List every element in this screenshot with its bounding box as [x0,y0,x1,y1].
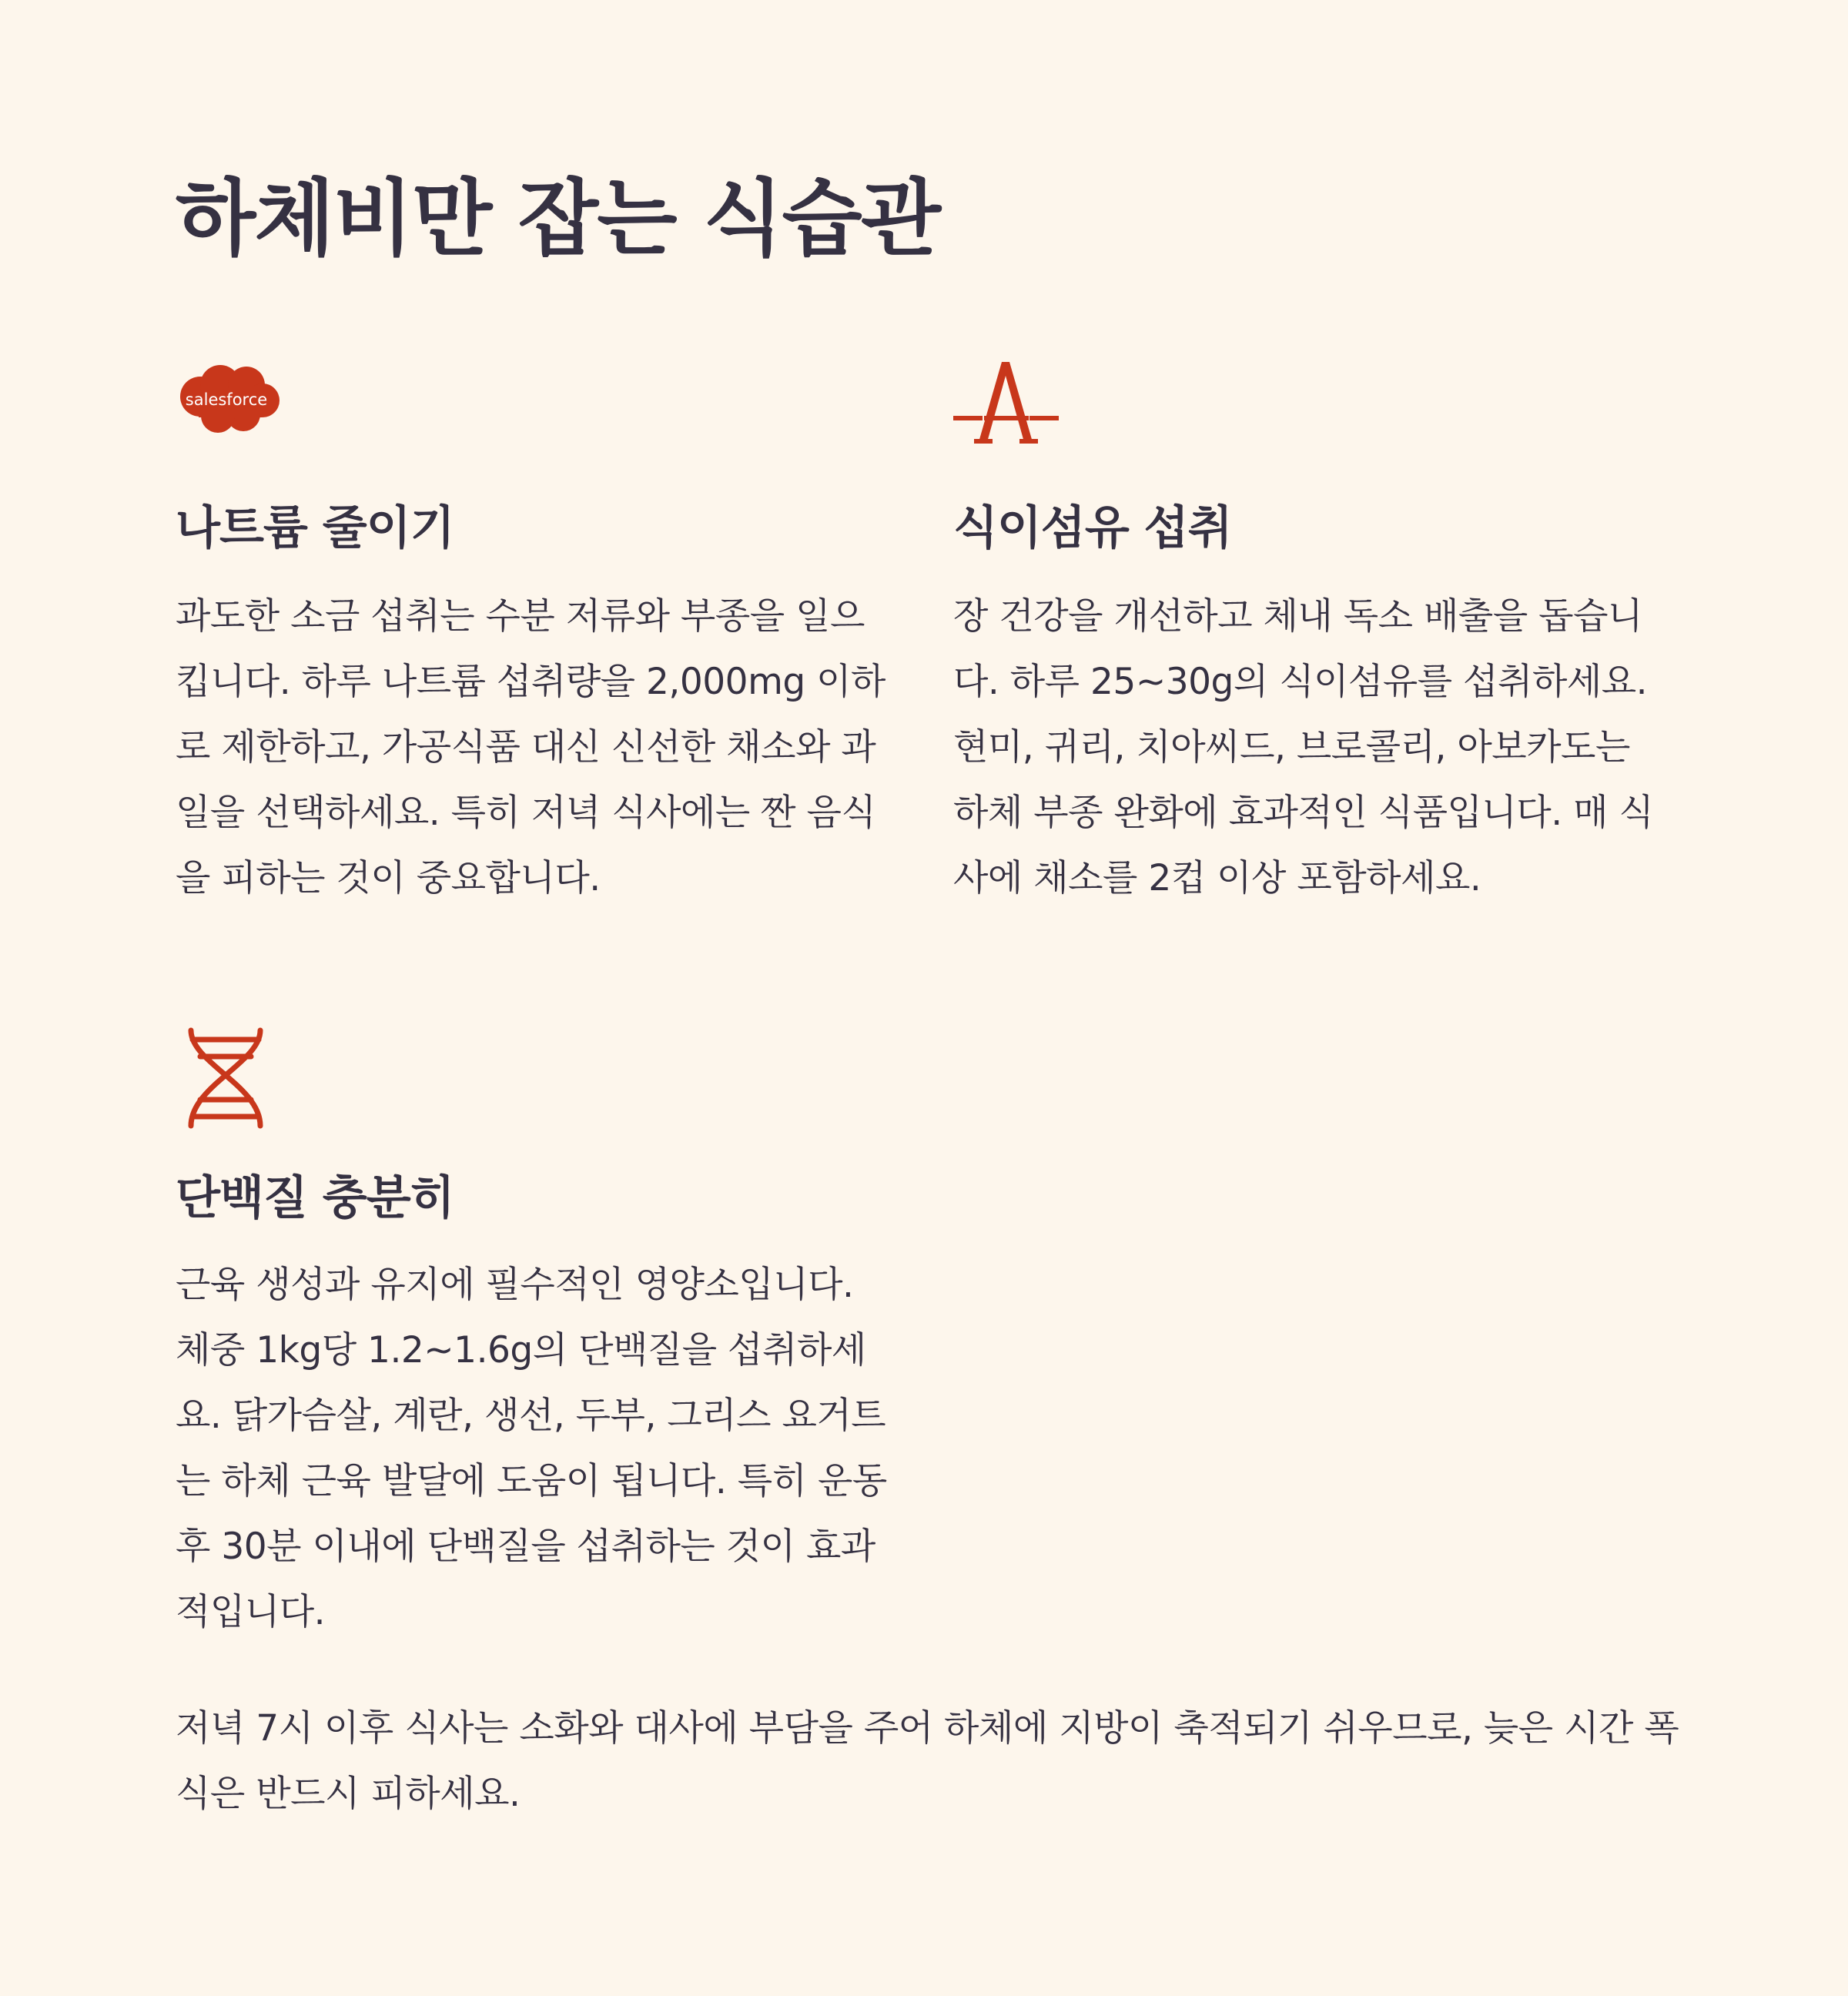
page-title: 하체비만 잡는 식습관 [176,171,940,267]
card-title: 식이섬유 섭취 [953,501,1232,555]
svg-text:salesforce: salesforce [185,390,268,409]
footer-note: 저녁 7시 이후 식사는 소화와 대사에 부담을 주어 하체에 지방이 축적되기 쉬우므로, 늦은 시간 폭식은 반드시 피하세요. [176,1707,1679,1815]
letter-a-icon [953,362,1061,454]
card-title: 단백질 충분히 [176,1171,454,1225]
card-title: 나트륨 줄이기 [176,501,454,555]
card-body: 장 건강을 개선하고 체내 독소 배출을 돕습니다. 하루 25~30g의 식이섬유를 섭취하세요. 현미, 귀리, 치아씨드, 브로콜리, 아보카도는 하체 부종 완화에 효과적인 식품입니다. 매 식사에 채소를 2컵 이상 포함하세요. [953,595,1654,899]
card-body: 과도한 소금 섭취는 수분 저류와 부종을 일으킵니다. 하루 나트륨 섭취량을 2,000mg 이하로 제한하고, 가공식품 대신 신선한 채소와 과일을 선택하세요. 특히 저녁 식사에는 짠 음식을 피하는 것이 중요합니다. [176,595,886,899]
dna-icon [176,1024,283,1117]
salesforce-logo-icon [176,362,283,454]
card-body: 근육 생성과 유지에 필수적인 영양소입니다. 체중 1kg당 1.2~1.6g의 단백질을 섭취하세요. 닭가슴살, 계란, 생선, 두부, 그리스 요거트는 하체 근육 발달에 도움이 됩니다. 특히 운동 후 30분 이내에 단백질을 섭취하는 것이 효과적입니다. [176,1264,887,1633]
